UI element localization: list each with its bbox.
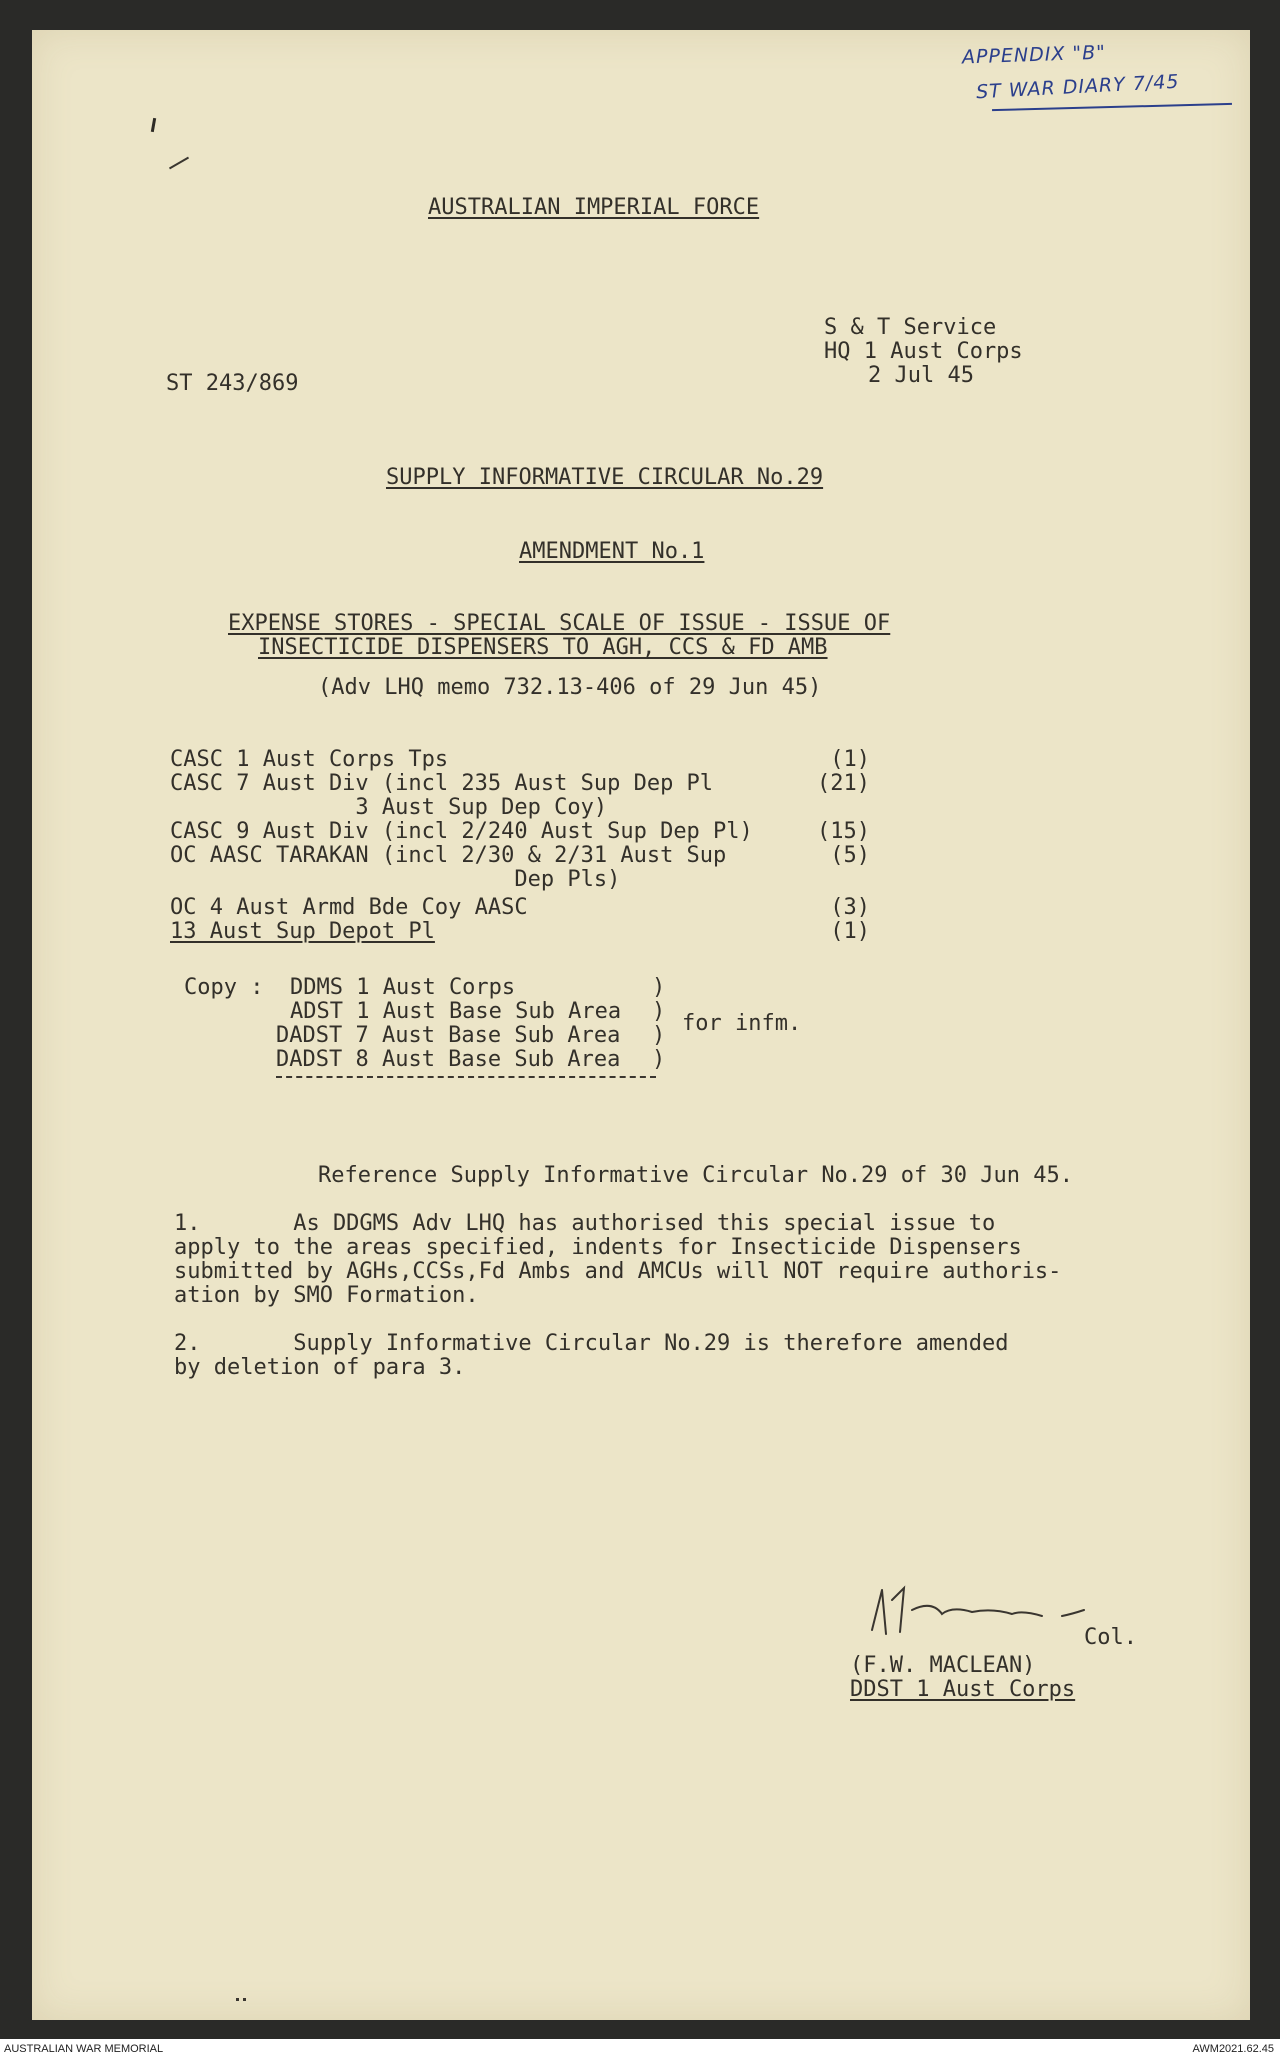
distribution-qty: (1): [830, 919, 870, 944]
distribution-unit: CASC 9 Aust Div (incl 2/240 Aust Sup Dep Pl): [170, 819, 753, 844]
distribution-row: [170, 868, 870, 892]
origin-line-1: S & T Service: [824, 315, 997, 340]
signature-title: DDST 1 Aust Corps: [850, 1677, 1076, 1702]
distribution-row: [170, 844, 870, 868]
handwritten-appendix-note: APPENDIX "B": [961, 41, 1107, 69]
handwritten-underline: [992, 103, 1232, 111]
para-1-line: submitted by AGHs,CCSs,Fd Ambs and AMCUs will NOT require authoris-: [174, 1259, 1062, 1284]
distribution-unit: OC 4 Aust Armd Bde Coy AASC: [170, 895, 528, 920]
copy-recipient: DADST 7 Aust Base Sub Area: [276, 1023, 621, 1048]
para-1-line: 1. As DDGMS Adv LHQ has authorised this special issue to: [174, 1211, 996, 1236]
distribution-unit: OC AASC TARAKAN (incl 2/30 & 2/31 Aust Sup: [170, 843, 727, 868]
distribution-qty: (1): [830, 747, 870, 772]
org-heading: AUSTRALIAN IMPERIAL FORCE: [428, 195, 760, 220]
origin-date: 2 Jul 45: [868, 363, 974, 388]
amendment-title: AMENDMENT No.1: [519, 539, 705, 564]
para-2-line: by deletion of para 3.: [174, 1355, 466, 1380]
ink-dots: [236, 1998, 246, 2004]
signature-rank: Col.: [1084, 1625, 1137, 1650]
distribution-row: [170, 820, 870, 844]
copy-recipient: DDMS 1 Aust Corps: [290, 975, 516, 1000]
ink-mark: [151, 118, 156, 132]
copy-label: Copy :: [184, 975, 264, 1000]
distribution-row: [170, 796, 870, 820]
para-2-line: 2. Supply Informative Circular No.29 is therefore amended: [174, 1331, 1009, 1356]
distribution-qty: (3): [830, 895, 870, 920]
distribution-row: [170, 920, 870, 944]
copy-brackets: ) ) ) ): [652, 975, 666, 1072]
distribution-qty: (5): [830, 843, 870, 868]
copy-divider: [276, 1076, 656, 1078]
distribution-unit: 13 Aust Sup Depot Pl: [170, 919, 435, 944]
archive-footer: [0, 2039, 1280, 2061]
file-reference: ST 243/869: [166, 371, 299, 396]
document-page: [32, 30, 1250, 2020]
copy-recipient: DADST 8 Aust Base Sub Area: [276, 1047, 621, 1072]
distribution-unit: CASC 1 Aust Corps Tps: [170, 747, 449, 772]
distribution-unit: CASC 7 Aust Div (incl 235 Aust Sup Dep Pl: [170, 771, 714, 796]
distribution-qty: (21): [817, 771, 870, 796]
para-1-line: ation by SMO Formation.: [174, 1283, 479, 1308]
subject-reference: (Adv LHQ memo 732.13-406 of 29 Jun 45): [318, 675, 822, 700]
ink-mark: [169, 157, 189, 170]
para-1-line: apply to the areas specified, indents for Insecticide Dispensers: [174, 1235, 1022, 1260]
circular-title: SUPPLY INFORMATIVE CIRCULAR No.29: [386, 465, 824, 490]
copy-purpose: for infm.: [682, 1011, 802, 1036]
distribution-qty: (15): [817, 819, 870, 844]
handwritten-war-diary-note: ST WAR DIARY 7/45: [975, 70, 1180, 104]
subject-line-2: INSECTICIDE DISPENSERS TO AGH, CCS & FD AMB: [258, 635, 828, 660]
distribution-row: [170, 772, 870, 796]
distribution-row: [170, 748, 870, 772]
signature-name: (F.W. MACLEAN): [850, 1653, 1036, 1678]
copy-recipient: ADST 1 Aust Base Sub Area: [290, 999, 622, 1024]
reference-line: Reference Supply Informative Circular No.29 of 30 Jun 45.: [318, 1163, 1073, 1188]
distribution-unit: 3 Aust Sup Dep Coy): [170, 795, 608, 820]
distribution-row: [170, 896, 870, 920]
distribution-unit: Dep Pls): [170, 867, 621, 892]
origin-line-2: HQ 1 Aust Corps: [824, 339, 1023, 364]
footer-source: AUSTRALIAN WAR MEMORIAL: [4, 2043, 164, 2055]
subject-line-1: EXPENSE STORES - SPECIAL SCALE OF ISSUE - ISSUE OF: [228, 611, 891, 636]
footer-accession: AWM2021.62.45: [1192, 2043, 1274, 2055]
